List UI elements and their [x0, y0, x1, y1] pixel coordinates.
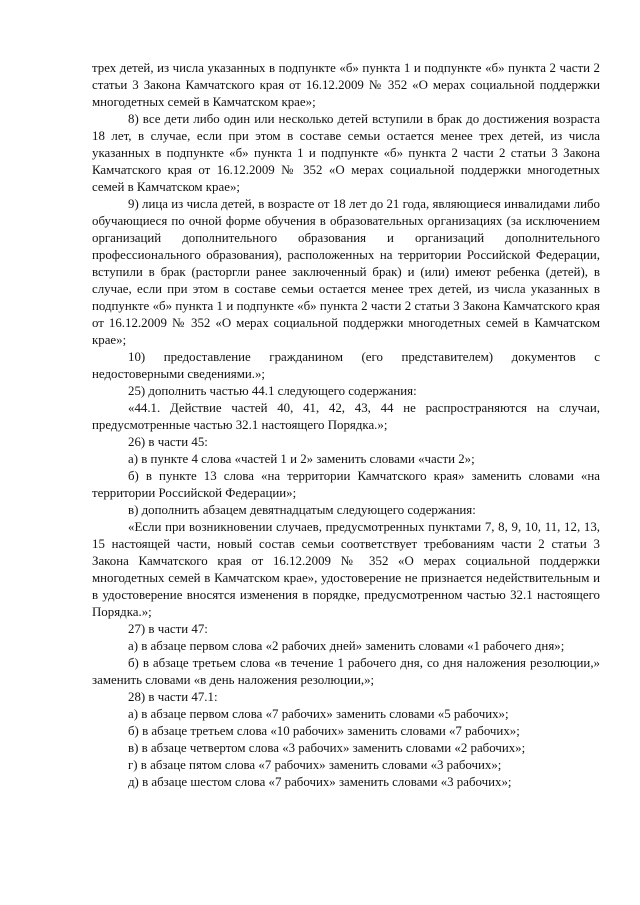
- paragraph-item-26-a: а) в пункте 4 слова «частей 1 и 2» заменить словами «части 2»;: [128, 452, 475, 466]
- paragraph-quote-nineteenth: «Если при возникновении случаев, предусмотренных пунктами 7, 8, 9, 10, 11, 12, 13, 15 настоящей части, новый состав семьи соответствует требованиям части 2 статьи 3 Закона Камчатского края от 16.12.2009 № 352 «О мерах социальной поддержки многодетных семей в Камчатском крае», удостоверение не признается недействительным и в удостоверение вносятся изменения в порядке, предусмотренном частью 32.1 настоящего Порядка.»;: [92, 520, 600, 619]
- paragraph-item-28: 28) в части 47.1:: [128, 690, 218, 704]
- paragraph-item-26: 26) в части 45:: [128, 435, 208, 449]
- paragraph-item-26-v: в) дополнить абзацем девятнадцатым следующего содержания:: [128, 503, 476, 517]
- paragraph-item-9: 9) лица из числа детей, в возрасте от 18 лет до 21 года, являющиеся инвалидами либо обучающиеся по очной форме обучения в образовательных организациях (за исключением организаций дополнительного образования и организаций дополнительного профессионального образования), расположенных на территории Российской Федерации, вступили в брак (расторгли ранее заключенный брак) и (или) имеют ребенка (детей), в случае, если при этом в составе семьи остается менее трех детей, из числа указанных в подпункте «б» пункта 1 и подпункте «б» пункта 2 части 2 статьи 3 Закона Камчатского края от 16.12.2009 № 352 «О мерах социальной поддержки многодетных семей в Камчатском крае»;: [92, 197, 600, 347]
- document-page: [92, 60, 600, 791]
- paragraph-item-28-v: в) в абзаце четвертом слова «3 рабочих» заменить словами «2 рабочих»;: [128, 741, 526, 755]
- paragraph-item-28-d: д) в абзаце шестом слова «7 рабочих» заменить словами «3 рабочих»;: [128, 775, 512, 789]
- paragraph-item-28-g: г) в абзаце пятом слова «7 рабочих» заменить словами «3 рабочих»;: [128, 758, 502, 772]
- paragraph-continuation: трех детей, из числа указанных в подпункте «б» пункта 1 и подпункте «б» пункта 2 части 2 статьи 3 Закона Камчатского края от 16.12.2009 № 352 «О мерах социальной поддержки многодетных семей в Камчатском крае»;: [92, 61, 600, 109]
- paragraph-item-27-b: б) в абзаце третьем слова «в течение 1 рабочего дня, со дня наложения резолюции,» заменить словами «в день наложения резолюции,»;: [92, 656, 600, 687]
- paragraph-item-28-a: а) в абзаце первом слова «7 рабочих» заменить словами «5 рабочих»;: [128, 707, 509, 721]
- paragraph-item-8: 8) все дети либо один или несколько детей вступили в брак до достижения возраста 18 лет, в случае, если при этом в составе семьи остается менее трех детей, из числа указанных в подпункте «б» пункта 1 и подпункте «б» пункта 2 части 2 статьи 3 Закона Камчатского края от 16.12.2009 № 352 «О мерах социальной поддержки многодетных семей в Камчатском крае»;: [92, 112, 600, 194]
- paragraph-item-27: 27) в части 47:: [128, 622, 208, 636]
- paragraph-item-27-a: а) в абзаце первом слова «2 рабочих дней» заменить словами «1 рабочего дня»;: [128, 639, 565, 653]
- paragraph-item-28-b: б) в абзаце третьем слова «10 рабочих» заменить словами «7 рабочих»;: [128, 724, 520, 738]
- paragraph-item-25: 25) дополнить частью 44.1 следующего содержания:: [128, 384, 417, 398]
- paragraph-item-26-b: б) в пункте 13 слова «на территории Камчатского края» заменить словами «на территории Российской Федерации»;: [92, 469, 600, 500]
- paragraph-part-44-1: «44.1. Действие частей 40, 41, 42, 43, 44 не распространяются на случаи, предусмотренные частью 32.1 настоящего Порядка.»;: [92, 401, 600, 432]
- paragraph-item-10: 10) предоставление гражданином (его представителем) документов с недостоверными сведениями.»;: [92, 350, 600, 381]
